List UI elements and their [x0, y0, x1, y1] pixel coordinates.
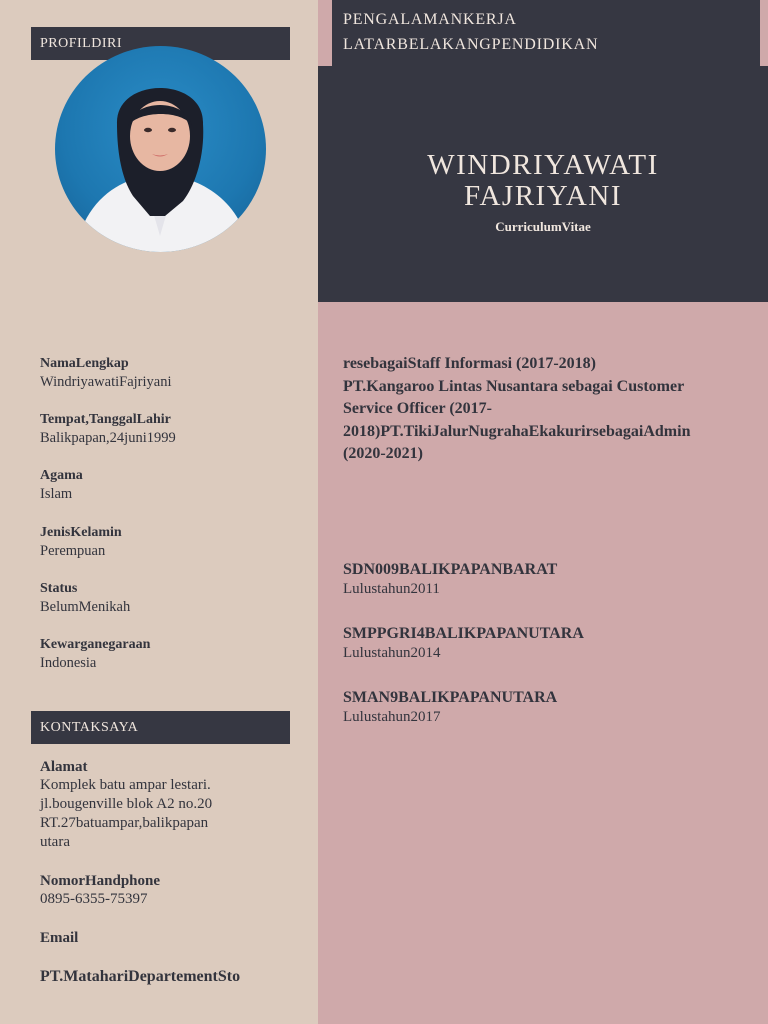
- field-nomor-handphone: [40, 872, 310, 909]
- education-item: [343, 560, 743, 599]
- school-name: SMPPGRI4BALIKPAPANUTARA: [343, 625, 584, 642]
- field-label: JenisKelamin: [40, 525, 122, 540]
- education-item: [343, 624, 743, 663]
- field-status: [40, 580, 310, 617]
- experience-line: Service Officer (2017-: [343, 400, 492, 417]
- experience-line: 2018)PT.TikiJalurNugrahaEkakurirsebagaiAdmin: [343, 422, 691, 440]
- field-kewarganegaraan: [40, 636, 310, 673]
- field-value: Balikpapan,24juni1999: [40, 430, 176, 446]
- address-line: jl.bougenville blok A2 no.20: [40, 796, 213, 812]
- field-label: Status: [40, 581, 78, 596]
- document-subtitle: CurriculumVitae: [495, 219, 591, 234]
- contact-section-header: KONTAKSAYA: [31, 711, 290, 744]
- field-label: Kewarganegaraan: [40, 637, 151, 652]
- candidate-name: [318, 150, 768, 212]
- graduation-year: Lulustahun2017: [343, 709, 441, 725]
- field-label: Tempat,TanggalLahir: [40, 412, 171, 427]
- field-label: NamaLengkap: [40, 356, 129, 371]
- field-tempat-tanggal-lahir: [40, 411, 310, 448]
- field-agama: [40, 467, 310, 504]
- field-label: Email: [40, 930, 79, 946]
- field-value: BelumMenikah: [40, 599, 131, 615]
- address-line: utara: [40, 834, 70, 850]
- work-experience: [343, 353, 753, 466]
- profile-section-header: PROFILDIRI: [31, 27, 290, 60]
- name-line-2: FAJRIYANI: [464, 180, 622, 212]
- field-email: [40, 929, 310, 947]
- experience-line: PT.Kangaroo Lintas Nusantara sebagai Customer: [343, 377, 685, 395]
- field-value: Islam: [40, 486, 73, 502]
- field-jenis-kelamin: [40, 524, 310, 561]
- field-alamat: [40, 758, 310, 852]
- field-value: Indonesia: [40, 655, 97, 671]
- top-menu-bar: [332, 0, 760, 66]
- name-line-1: WINDRIYAWATI: [427, 149, 659, 181]
- profile-photo: [55, 46, 266, 252]
- experience-company-overflow: PT.MatahariDepartementSto: [40, 968, 241, 985]
- education-item: [343, 688, 743, 727]
- field-value: WindriyawatiFajriyani: [40, 374, 172, 390]
- menu-latar-belakang-pendidikan[interactable]: LATARBELAKANGPENDIDIKAN: [343, 36, 599, 53]
- school-name: SDN009BALIKPAPANBARAT: [343, 561, 558, 578]
- experience-line: (2020-2021): [343, 445, 423, 462]
- field-value: Perempuan: [40, 543, 106, 559]
- address-line: RT.27batuampar,balikpapan: [40, 815, 209, 831]
- experience-line: resebagaiStaff Informasi (2017-2018): [343, 355, 597, 372]
- graduation-year: Lulustahun2014: [343, 645, 441, 661]
- field-value: 0895-6355-75397: [40, 891, 148, 907]
- field-label: Alamat: [40, 759, 88, 775]
- school-name: SMAN9BALIKPAPANUTARA: [343, 689, 558, 706]
- field-label: Agama: [40, 468, 83, 483]
- address-line: Komplek batu ampar lestari.: [40, 777, 211, 793]
- field-label: NomorHandphone: [40, 873, 161, 889]
- menu-pengalaman-kerja[interactable]: PENGALAMANKERJA: [343, 11, 517, 28]
- field-nama-lengkap: [40, 355, 310, 392]
- graduation-year: Lulustahun2011: [343, 581, 440, 597]
